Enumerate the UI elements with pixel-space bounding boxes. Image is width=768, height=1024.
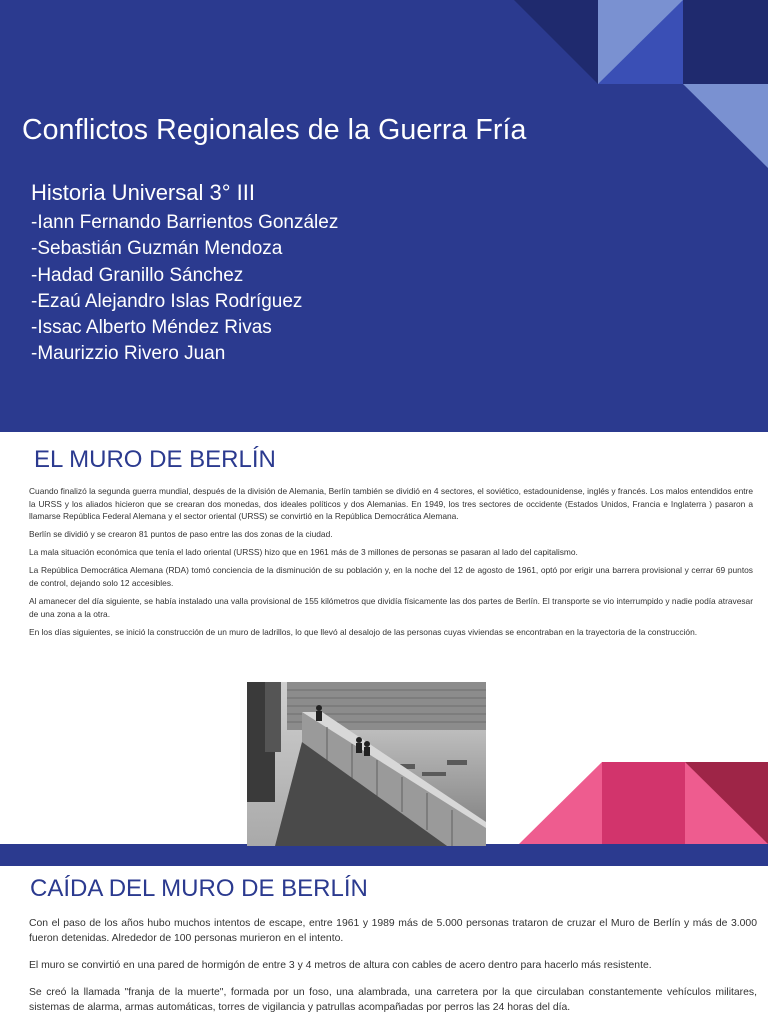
slide-body-text: [29, 916, 757, 1024]
member-name: -Maurizzio Rivero Juan: [31, 343, 226, 365]
paragraph: La República Democrática Alemana (RDA) tomó conciencia de la disminución de su población y, en la noche del 12 de agosto de 1961, optó por erigir una barrera provisional y cerrar 69 puntos de control, dejando solo 12 accesibles.: [29, 565, 753, 589]
course-subtitle: Historia Universal 3° III: [31, 180, 255, 205]
berlin-wall-slide: [0, 432, 768, 866]
slide-body-text: [29, 485, 753, 644]
fall-of-berlin-wall-slide: [0, 866, 768, 1024]
paragraph: Cuando finalizó la segunda guerra mundial, después de la división de Alemania, Berlín también se dividió en 4 sectores, el soviético, estadounidense, inglés y francés. Los malos entendidos entre la URSS y los aliados hicieron que se crearan dos monedas, dos ideales políticos y dos Alemanias. En 1949, los tres sectores de occidente (Estados Unidos, Francia e Inglaterra ) pasaron a llamarse República Federal Alemana y el sector oriental (URSS) se convirtió en la República Democrática Alemana.: [29, 486, 753, 522]
paragraph: La mala situación económica que tenía el lado oriental (URSS) hizo que en 1961 más de 3 millones de personas se pasaran al lado del capitalismo.: [29, 547, 578, 558]
member-name: -Ezaú Alejandro Islas Rodríguez: [31, 290, 303, 312]
triangle-pink: [519, 762, 602, 844]
member-name: -Iann Fernando Barrientos González: [31, 212, 339, 233]
team-members-list: [31, 210, 338, 368]
presentation-title: Conflictos Regionales de la Guerra Fría: [22, 114, 527, 146]
member-name: -Hadad Granillo Sánchez: [31, 264, 244, 286]
member-name: -Issac Alberto Méndez Rivas: [31, 317, 272, 339]
paragraph: Se creó la llamada "franja de la muerte", formada por un foso, una alambrada, una carretera por la que circulaban constantemente vehículos militares, sistemas de alarma, armas automáticas, torres de vigilancia y patrullas acompañadas por perros las 24 horas del día.: [29, 987, 757, 1013]
rect-magenta: [602, 762, 685, 844]
rect-dark-corner: [683, 0, 768, 84]
title-slide: [0, 0, 768, 432]
triangle-dark-top: [514, 0, 598, 84]
paragraph: En los días siguientes, se inició la construcción de un muro de ladrillos, lo que llevó al desalojo de las personas cuyas viviendas se encontraban en la trayectoria de la construcción.: [29, 626, 698, 637]
member-name: -Sebastián Guzmán Mendoza: [31, 238, 283, 260]
slide-title: CAÍDA DEL MURO DE BERLÍN: [30, 875, 368, 902]
triangle-light-blue-lower: [683, 84, 768, 168]
paragraph: Berlín se dividió y se crearon 81 puntos de paso entre las dos zonas de la ciudad.: [29, 529, 333, 540]
paragraph: Con el paso de los años hubo muchos intentos de escape, entre 1961 y 1989 más de 5.000 personas trataron de cruzar el Muro de Berlín y más de 3.000 fueron detenidas. Alrededor de 100 personas murieron en el intento.: [29, 918, 757, 944]
paragraph: El muro se convirtió en una pared de hormigón de entre 3 y 4 metros de altura con cables de acero dentro para hacerlo más resistente.: [29, 960, 652, 971]
footer-bar: [0, 844, 768, 866]
paragraph: Al amanecer del día siguiente, se había instalado una valla provisional de 155 kilómetros que dividía físicamente las dos partes de Berlín. El transporte se vio interrumpido y nadie podía atravesar de una zona a la otra.: [29, 596, 753, 619]
slide-title: EL MURO DE BERLÍN: [34, 446, 276, 473]
berlin-wall-photo: [247, 682, 486, 846]
